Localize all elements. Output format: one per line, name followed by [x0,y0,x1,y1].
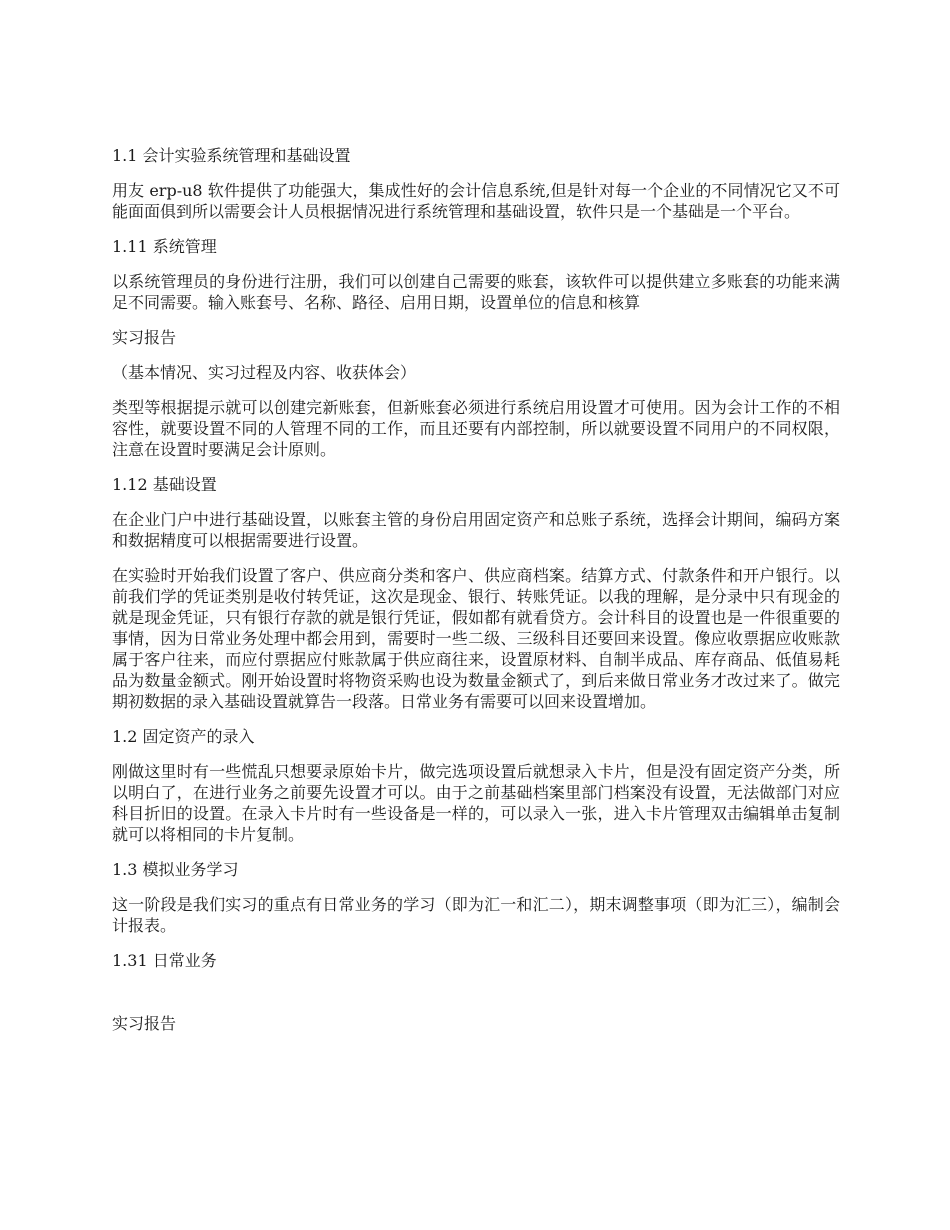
section-heading-1-1: 1.1 会计实验系统管理和基础设置 [112,146,351,165]
report-title: 实习报告 [112,328,177,347]
paragraph-system-management: 以系统管理员的身份进行注册，我们可以创建自己需要的账套，该软件可以提供建立多账套的功能来满足不同需要。输入账套号、名称、路径、启用日期，设置单位的信息和核算 [112,272,840,312]
section-heading-1-31: 1.31 日常业务 [112,951,217,970]
paragraph-intro: 用友 erp-u8 软件提供了功能强大，集成性好的会计信息系统,但是针对每一个企业的不同情况它又不可能面面俱到所以需要会计人员根据情况进行系统管理和基础设置，软件只是一个基础是一个平台。 [112,181,840,221]
paragraph-new-account: 类型等根据提示就可以创建完新账套，但新账套必须进行系统启用设置才可使用。因为会计工作的不相容性，就要设置不同的人管理不同的工作，而且还要有内部控制，所以就要设置不同用户的不同权限，注意在设置时要满足会计原则。 [112,398,840,459]
section-heading-1-12: 1.12 基础设置 [112,475,217,494]
section-heading-1-3: 1.3 模拟业务学习 [112,860,239,879]
report-subtitle: （基本情况、实习过程及内容、收获体会） [112,363,417,382]
page-footer-title: 实习报告 [112,1014,177,1033]
section-heading-1-2: 1.2 固定资产的录入 [112,727,255,746]
paragraph-experiment-setup: 在实验时开始我们设置了客户、供应商分类和客户、供应商档案。结算方式、付款条件和开户银行。以前我们学的凭证类别是收付转凭证，这次是现金、银行、转账凭证。以我的理解，是分录中只有现金的就是现金凭证，只有银行存款的就是银行凭证，假如都有就看贷方。会计科目的设置也是一件很重要的事情，因为日常业务处理中都会用到，需要时一些二级、三级科目还要回来设置。像应收票据应收账款属于客户往来，而应付票据应付账款属于供应商往来，设置原材料、自制半成品、库存商品、低值易耗品为数量金额式。刚开始设置时将物资采购也设为数量金额式了，到后来做日常业务才改过来了。做完期初数据的录入基础设置就算告一段落。日常业务有需要可以回来设置增加。 [112,566,840,711]
paragraph-basic-setup: 在企业门户中进行基础设置，以账套主管的身份启用固定资产和总账子系统，选择会计期间，编码方案和数据精度可以根据需要进行设置。 [112,510,840,550]
section-heading-1-11: 1.11 系统管理 [112,237,217,256]
paragraph-fixed-assets: 刚做这里时有一些慌乱只想要录原始卡片，做完选项设置后就想录入卡片，但是没有固定资产分类，所以明白了，在进行业务之前要先设置才可以。由于之前基础档案里部门档案没有设置，无法做部门对应科目折旧的设置。在录入卡片时有一些设备是一样的，可以录入一张，进入卡片管理双击编辑单击复制就可以将相同的卡片复制。 [112,762,840,844]
paragraph-simulation: 这一阶段是我们实习的重点有日常业务的学习（即为汇一和汇二），期末调整事项（即为汇三），编制会计报表。 [112,895,840,935]
